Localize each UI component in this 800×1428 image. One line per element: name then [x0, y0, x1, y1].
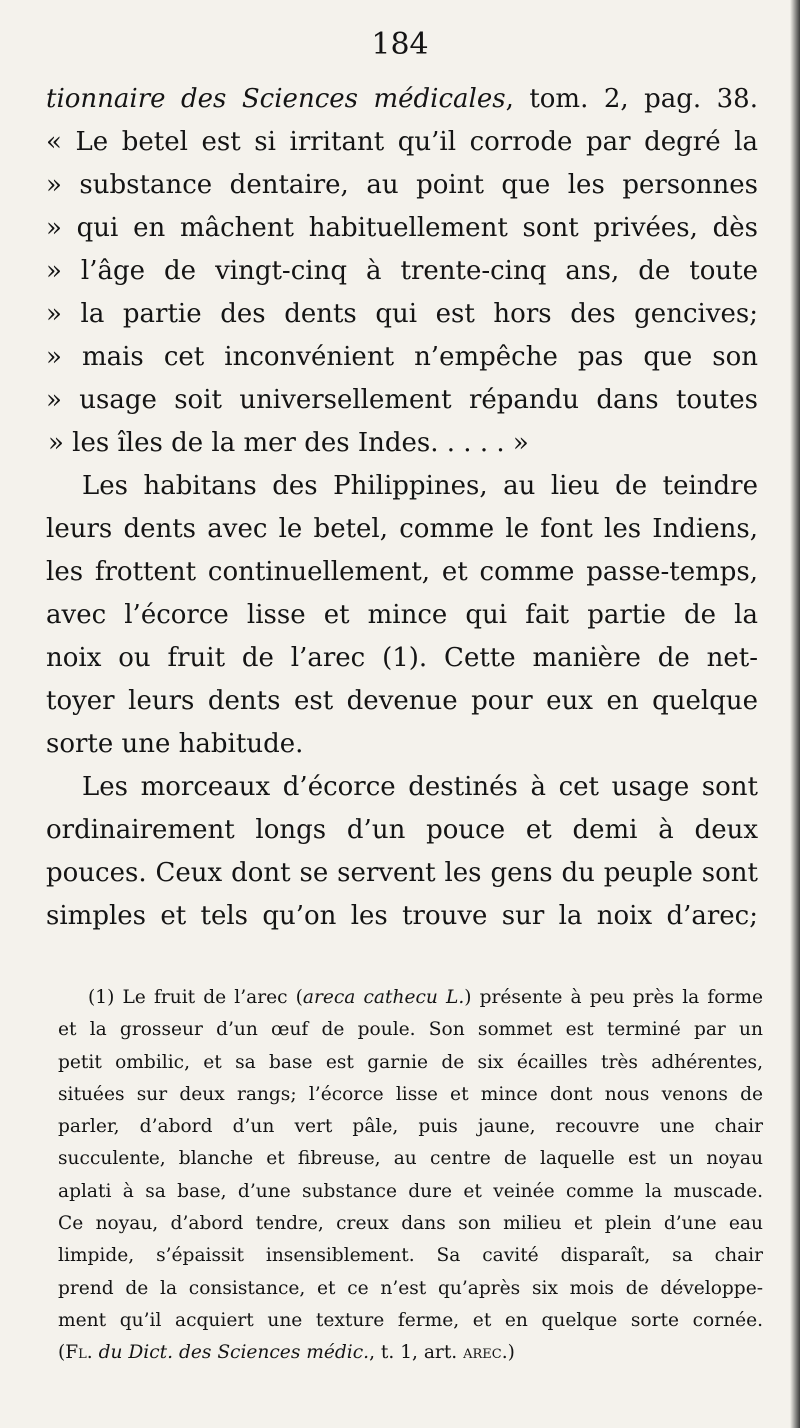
text-line: ordinairement longs d’un pouce et demi à deux: [46, 815, 758, 845]
italic-title: tionnaire des Sciences médicales: [46, 84, 506, 114]
text-line: avec l’écorce lisse et mince qui fait partie de la: [46, 600, 758, 630]
footnote-line: Ce noyau, d’abord tendre, creux dans son milieu et plein d’une eau: [58, 1213, 763, 1235]
text-line: » la partie des dents qui est hors des gencives;: [46, 299, 758, 329]
page-number: 184: [371, 27, 429, 62]
text-line: Les habitans des Philippines, au lieu de teindre: [82, 471, 758, 501]
citation: , tom. 2, pag. 38.: [505, 84, 758, 114]
text-line: leurs dents avec le betel, comme le font les Indiens,: [46, 514, 758, 544]
text-line: les frottent continuellement, et comme passe-temps,: [46, 557, 758, 587]
text-line: noix ou fruit de l’arec (1). Cette manière de net-: [46, 643, 758, 673]
footnote-line: et la grosseur d’un œuf de poule. Son sommet est terminé par un: [58, 1019, 763, 1041]
footnote-line: petit ombilic, et sa base est garnie de six écailles très adhérentes,: [58, 1051, 763, 1073]
text-line: » mais cet inconvénient n’empêche pas que son: [46, 342, 758, 372]
text-line: simples et tels qu’on les trouve sur la noix d’arec;: [46, 901, 758, 931]
footnote-line: limpide, s’épaissit insensiblement. Sa cavité disparaît, sa chair: [58, 1245, 763, 1267]
text-line: [46, 78, 758, 121]
text-line: » l’âge de vingt-cinq à trente-cinq ans, de toute: [46, 256, 758, 286]
text-line: Les morceaux d’écorce destinés à cet usage sont: [82, 772, 758, 802]
footnote-line: (1) Le fruit de l’arec (areca cathecu L.) présente à peu près la forme: [88, 987, 763, 1008]
footnote-source: (Fl. du Dict. des Sciences médic., t. 1, art. arec.): [58, 1342, 515, 1364]
footnote-line: aplati à sa base, d’une substance dure et veinée comme la muscade.: [58, 1180, 763, 1202]
text-line: sorte une habitude.: [46, 729, 304, 759]
main-text: [46, 78, 758, 938]
footnote-line: parler, d’abord d’un vert pâle, puis jaune, recouvre une chair: [58, 1116, 763, 1138]
species-name: areca cathecu L.: [302, 987, 465, 1008]
text-line: » usage soit universellement répandu dans toutes: [46, 385, 758, 415]
footnote-line: succulente, blanche et fibreuse, au centre de laquelle est un noyau: [58, 1148, 763, 1170]
page-edge-shadow: [790, 0, 800, 1428]
text-line: pouces. Ceux dont se servent les gens du peuple sont: [46, 858, 758, 888]
text-line: » qui en mâchent habituellement sont privées, dès: [46, 213, 758, 243]
text-line: « Le betel est si irritant qu’il corrode par degré la: [46, 127, 758, 157]
footnote-line: situées sur deux rangs; l’écorce lisse et mince dont nous venons de: [58, 1083, 763, 1105]
footnote: [58, 982, 763, 1370]
text-line: toyer leurs dents est devenue pour eux en quelque: [46, 686, 758, 716]
footnote-line: prend de la consistance, et ce n’est qu’après six mois de développe-: [58, 1277, 763, 1299]
text-line: » substance dentaire, au point que les personnes: [46, 170, 758, 200]
footnote-line: ment qu’il acquiert une texture ferme, et en quelque sorte cornée.: [58, 1309, 763, 1331]
text-line: » les îles de la mer des Indes. . . . . »: [48, 428, 529, 458]
